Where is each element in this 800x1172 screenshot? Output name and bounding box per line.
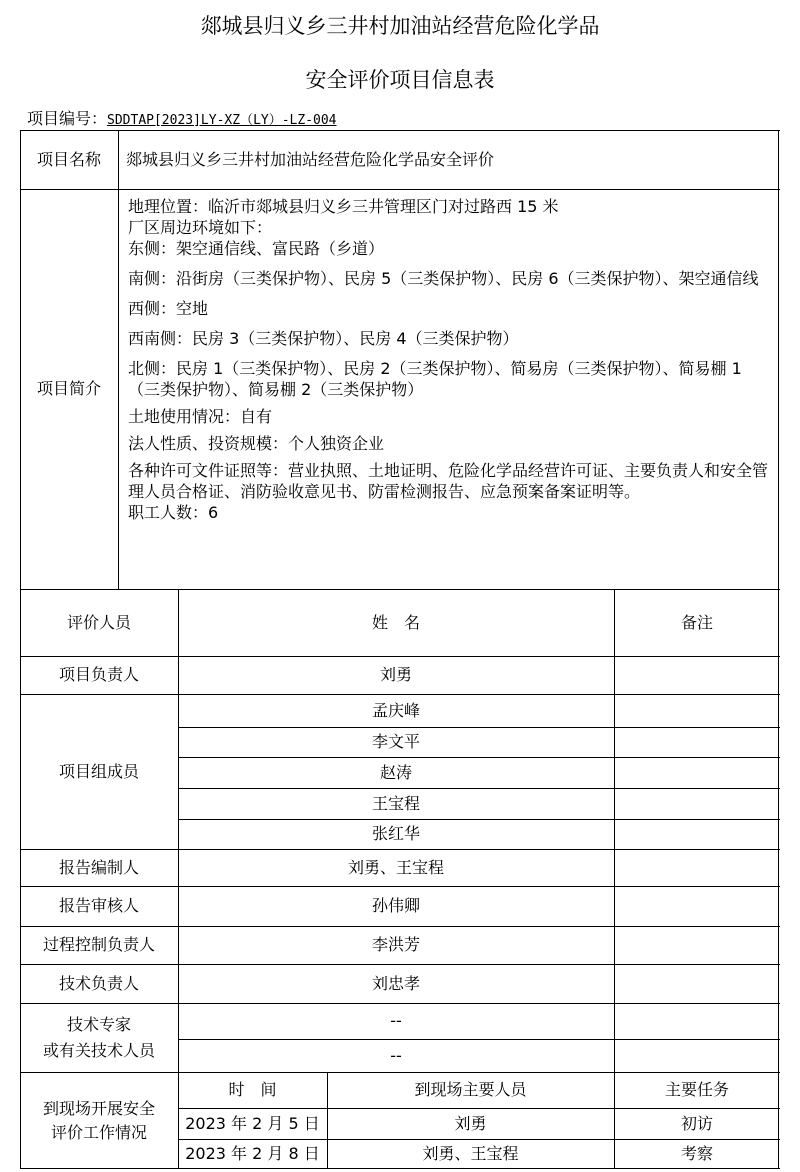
process-control-name: 李洪芳: [371, 935, 420, 954]
project-intro-label: 项目简介: [36, 379, 101, 398]
doc-title-line2: 安全评价项目信息表: [305, 68, 495, 92]
member-name: 孟庆峰: [371, 700, 420, 720]
leader-name: 刘勇: [379, 665, 412, 684]
visit-people: 刘勇、王宝程: [422, 1143, 519, 1163]
members-label: 项目组成员: [58, 761, 139, 781]
project-number: [27, 106, 337, 129]
intro-permits: 各种许可文件证照等：营业执照、土地证明、危险化学品经营许可证、主要负责人和安全管理人员合格证、消防验收意见书、防雷检测报告、应急预案备案证明等。: [128, 461, 769, 501]
col-header-note: 备注: [680, 612, 713, 632]
intro-south: 南侧：沿街房（三类保护物）、民房 5（三类保护物）、民房 6（三类保护物）、架空通信线: [128, 269, 759, 288]
member-name: 王宝程: [371, 793, 420, 813]
intro-env: 厂区周边环境如下：: [128, 218, 273, 237]
reviewer-name: 孙伟卿: [371, 896, 420, 915]
visit-date: 2023 年 2 月 5 日: [185, 1113, 320, 1133]
col-header-task: 主要任务: [664, 1080, 729, 1099]
expert-label-line1: 技术专家: [66, 1014, 131, 1034]
leader-label: 项目负责人: [58, 665, 139, 684]
site-work-label-line1: 到现场开展安全: [42, 1098, 155, 1118]
expert-label-line2: 或有关技术人员: [42, 1040, 155, 1060]
col-header-time: 时 间: [228, 1080, 277, 1099]
visit-task: 考察: [680, 1143, 713, 1163]
project-name-value: 郯城县归义乡三井村加油站经营危险化学品安全评价: [126, 149, 495, 169]
intro-west: 西侧：空地: [128, 299, 209, 318]
visit-task: 初访: [680, 1113, 713, 1133]
visit-people: 刘勇: [454, 1113, 487, 1133]
doc-title-line1: 郯城县归义乡三井村加油站经营危险化学品: [200, 14, 600, 38]
expert-label: [20, 1003, 178, 1072]
tech-lead-name: 刘忠孝: [371, 973, 420, 993]
member-name: 赵涛: [379, 762, 412, 782]
site-work-label-line2: 评价工作情况: [50, 1122, 147, 1142]
project-number-label: 项目编号：: [27, 109, 108, 128]
member-name: 张红华: [371, 824, 420, 843]
site-work-label: [20, 1072, 178, 1169]
project-name-label: 项目名称: [36, 149, 101, 169]
intro-land: 土地使用情况：自有: [128, 407, 273, 426]
compiler-label: 报告编制人: [58, 857, 139, 877]
member-name: 李文平: [371, 732, 420, 751]
visit-date: 2023 年 2 月 8 日: [185, 1143, 320, 1163]
expert-value: --: [390, 1011, 402, 1030]
intro-southwest: 西南侧：民房 3（三类保护物）、民房 4（三类保护物）: [128, 329, 519, 348]
col-header-name: 姓 名: [371, 612, 420, 632]
process-control-label: 过程控制负责人: [42, 935, 155, 954]
col-header-people: 到现场主要人员: [414, 1080, 527, 1099]
intro-location: 地理位置：临沂市郯城县归义乡三井管理区门对过路西 15 米: [128, 197, 559, 216]
tech-lead-label: 技术负责人: [58, 973, 139, 993]
reviewer-label: 报告审核人: [58, 896, 139, 915]
col-header-role: 评价人员: [66, 612, 131, 632]
project-intro: [128, 196, 773, 523]
expert-value: --: [390, 1045, 402, 1065]
intro-north: 北侧：民房 1（三类保护物）、民房 2（三类保护物）、简易房（三类保护物）、简易棚 1（三类保护物）、简易棚 2（三类保护物）: [128, 359, 742, 399]
compiler-names: 刘勇、王宝程: [347, 857, 444, 877]
intro-east: 东侧：架空通信线、富民路（乡道）: [128, 239, 385, 258]
project-number-value: SDDTAP[2023]LY-XZ（LY）-LZ-004: [107, 113, 337, 128]
intro-staff: 职工人数：6: [128, 503, 219, 522]
intro-legal: 法人性质、投资规模：个人独资企业: [128, 434, 385, 453]
